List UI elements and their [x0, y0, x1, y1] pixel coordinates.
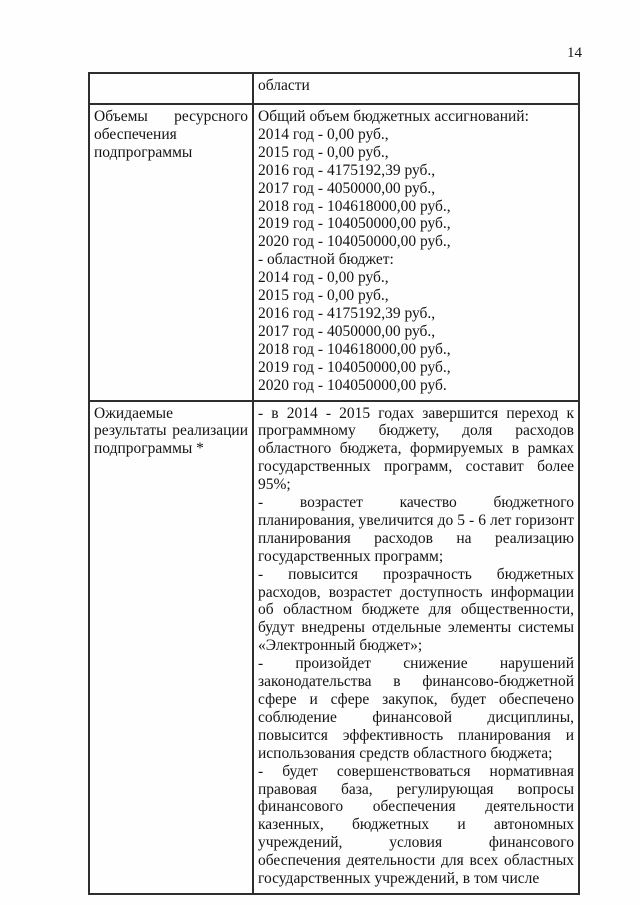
budget-line: 2018 год - 104618000,00 руб., — [258, 340, 451, 358]
budget-line: 2017 год - 4050000,00 руб., — [258, 179, 436, 197]
table-row-expected-results — [89, 401, 579, 894]
subprogram-passport-table — [88, 72, 580, 895]
result-paragraph: - произойдет снижение нарушений законодательства в финансово-бюджетной сфере и сфере закупок, будет обеспечено соблюдение финансовой дисциплины, повысится эффективность планирования и использования средств областного бюджета; — [258, 655, 574, 762]
result-paragraph: - повысится прозрачность бюджетных расходов, возрастет доступность информации об областном бюджете для общественности, будут внедрены отдельные элементы системы «Электронный бюджет»; — [258, 565, 574, 655]
expected-results-values — [253, 401, 579, 894]
budget-line: 2016 год - 4175192,39 руб., — [258, 304, 436, 322]
budget-line: 2014 год - 0,00 руб., — [258, 125, 389, 143]
budget-line: - областной бюджет: — [258, 251, 394, 269]
expected-results-label: Ожидаемые результаты реализации подпрограммы * — [89, 401, 253, 894]
budget-line: 2019 год - 104050000,00 руб., — [258, 358, 451, 376]
page-number: 14 — [567, 45, 582, 61]
result-paragraph: - в 2014 - 2015 годах завершится переход к программному бюджету, доля расходов областного бюджета, формируемых в рамках государственных программ, составит более 95%; — [258, 404, 574, 494]
continuation-right-cell: области — [253, 73, 579, 104]
budget-line: Общий объем бюджетных ассигнований: — [258, 108, 529, 125]
budget-line: 2017 год - 4050000,00 руб., — [258, 322, 436, 340]
resource-volumes-label: Объемы ресурсного обеспечения подпрограммы — [89, 104, 253, 401]
result-paragraph: - будет совершенствоваться нормативная правовая база, регулирующая вопросы финансового обеспечения деятельности казенных, бюджетных и автономных учреждений, условия финансового обеспечения деятельности для всех областных государственных учреждений, в том числе — [258, 762, 574, 888]
budget-line: 2018 год - 104618000,00 руб., — [258, 197, 451, 215]
resource-volumes-values — [253, 104, 579, 401]
budget-line: 2015 год - 0,00 руб., — [258, 287, 389, 305]
budget-line: 2016 год - 4175192,39 руб., — [258, 161, 436, 179]
table-row-resource-volumes — [89, 104, 579, 401]
continuation-left-cell — [89, 73, 253, 104]
result-paragraph: - возрастет качество бюджетного планирования, увеличится до 5 - 6 лет горизонт планирования расходов на реализацию государственных программ; — [258, 494, 574, 565]
budget-line: 2020 год - 104050000,00 руб. — [258, 376, 447, 394]
budget-line: 2014 год - 0,00 руб., — [258, 269, 389, 287]
budget-line: 2020 год - 104050000,00 руб., — [258, 233, 451, 251]
table-row-continuation — [89, 73, 579, 104]
budget-line: 2015 год - 0,00 руб., — [258, 143, 389, 161]
budget-line: 2019 год - 104050000,00 руб., — [258, 215, 451, 233]
